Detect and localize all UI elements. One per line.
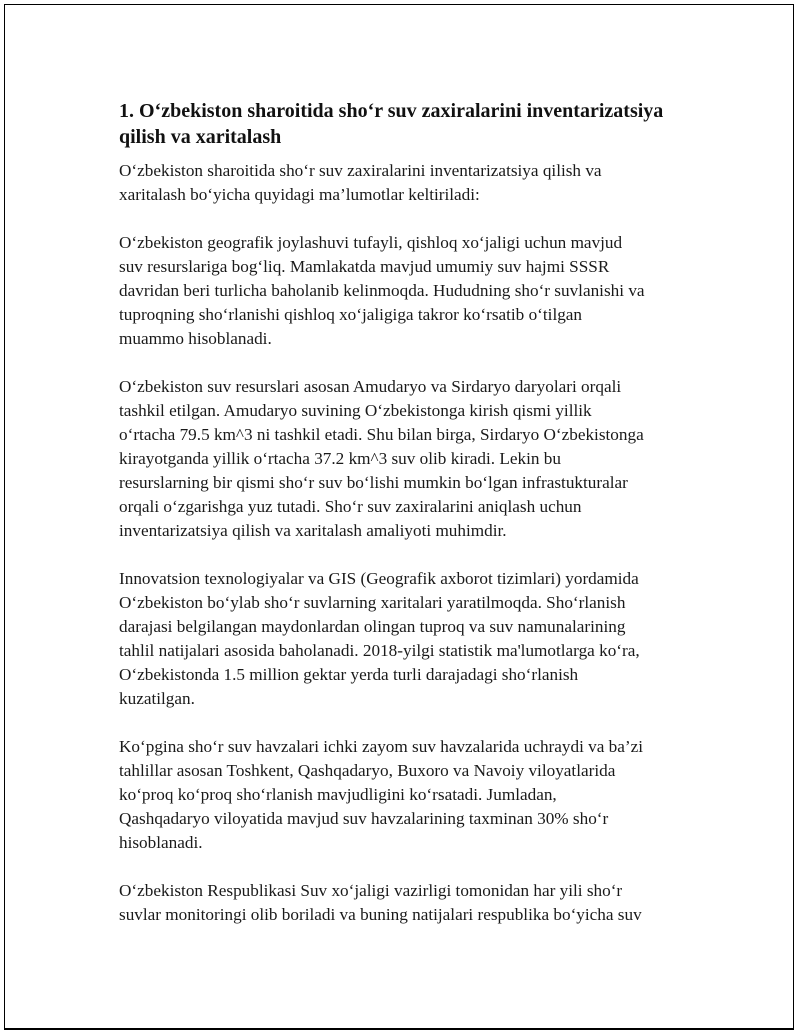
paragraph-geography: O‘zbekiston geografik joylashuvi tufayli, qishloq xo‘jaligi uchun mavjud suv resurslariga bog‘liq. Mamlakatda mavjud umumiy suv hajmi SSSR davridan beri turlicha baholanib kelinmoqda. Hududning sho‘r suvlanishi va tuproqning sho‘rlanishi qishloq xo‘jaligiga takror ko‘rsatib o‘tilgan muammo hisoblanadi. bbox=[119, 233, 645, 348]
paragraph-monitoring: O‘zbekiston Respublikasi Suv xo‘jaligi vazirligi tomonidan har yili sho‘r suvlar monitoringi olib boriladi va buning natijalari respublika bo‘yicha suv bbox=[119, 881, 642, 924]
paragraph-regions: Ko‘pgina sho‘r suv havzalari ichki zayom suv havzalarida uchraydi va ba’zi tahlillar asosan Toshkent, Qashqadaryo, Buxoro va Navoiy viloyatlarida ko‘proq ko‘proq sho‘rlanish mavjudligini ko‘rsatadi. Jumladan, Qashqadaryo viloyatida mavjud suv havzalarining taxminan 30% sho‘r hisoblanadi. bbox=[119, 737, 644, 852]
document-body bbox=[119, 98, 709, 951]
paragraph-gis-mapping: Innovatsion texnologiyalar va GIS (Geografik axborot tizimlari) yordamida O‘zbekiston bo‘ylab sho‘r suvlarning xaritalari yaratilmoqda. Sho‘rlanish darajasi belgilangan maydonlardan olingan tuproq va suv namunalarining tahlil natijalari asosida baholanadi. 2018-yilgi statistik ma'lumotlarga ko‘ra, O‘zbekistonda 1.5 million gektar yerda turli darajadagi sho‘rlanish kuzatilgan. bbox=[119, 569, 640, 708]
section-heading: 1. O‘zbekiston sharoitida sho‘r suv zaxiralarini inventarizatsiya qilish va xaritalash bbox=[119, 100, 664, 148]
paragraph-intro: O‘zbekiston sharoitida sho‘r suv zaxiralarini inventarizatsiya qilish va xaritalash bo‘yicha quyidagi ma’lumotlar keltiriladi: bbox=[119, 161, 602, 204]
document-page bbox=[4, 4, 794, 1030]
paragraph-water-resources: O‘zbekiston suv resurslari asosan Amudaryo va Sirdaryo daryolari orqali tashkil etilgan. Amudaryo suvining O‘zbekistonga kirish qismi yillik o‘rtacha 79.5 km^3 ni tashkil etadi. Shu bilan birga, Sirdaryo O‘zbekistonga kirayotganda yillik o‘rtacha 37.2 km^3 suv olib kiradi. Lekin bu resurslarning bir qismi sho‘r suv bo‘lishi mumkin bo‘lgan infrastukturalar orqali o‘zgarishga yuz tutadi. Sho‘r suv zaxiralarini aniqlash uchun inventarizatsiya qilish va xaritalash amaliyoti muhimdir. bbox=[119, 377, 644, 540]
